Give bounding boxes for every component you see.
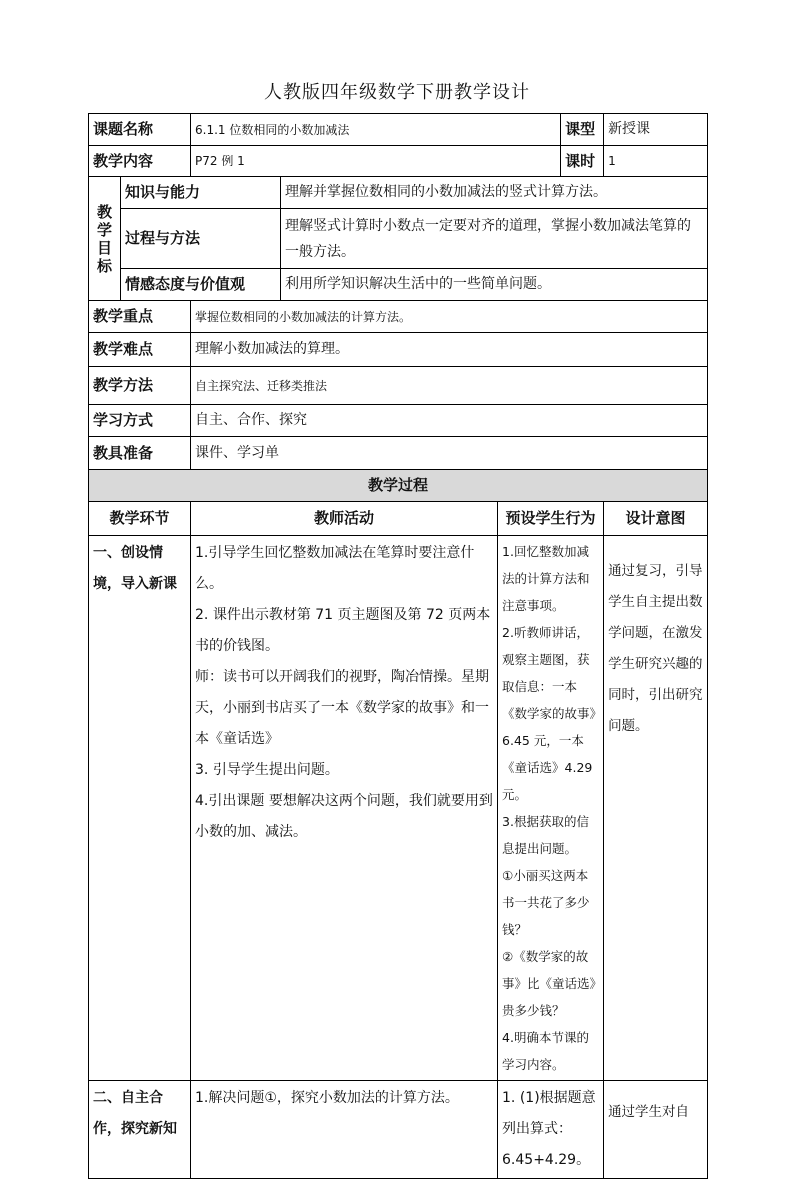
goal-text-knowledge: 理解并掌握位数相同的小数加减法的竖式计算方法。 xyxy=(281,177,708,209)
goal-row-2 xyxy=(89,209,708,269)
field-value-materials: 课件、学习单 xyxy=(191,437,708,470)
field-label-difficulty: 教学难点 xyxy=(89,333,191,367)
goal-row-3 xyxy=(89,269,708,301)
type-value: 新授课 xyxy=(604,114,708,146)
goal-text-attitude: 利用所学知识解决生活中的一些简单问题。 xyxy=(281,269,708,301)
field-label-materials: 教具准备 xyxy=(89,437,191,470)
teacher-activity-cell: 1.引导学生回忆整数加减法在笔算时要注意什么。 2. 课件出示教材第 71 页主题图及第 72 页两本书的价钱图。 师：读书可以开阔我们的视野，陶冶情操。星期天，小丽到书店买了一本《数学家的故事》和一本《童话选》 3. 引导学生提出问题。 4.引出课题 要想解决这两个问题，我们就要用到小数的加、减法。 xyxy=(191,536,498,1081)
hours-value: 1 xyxy=(604,146,708,177)
field-label-learning: 学习方式 xyxy=(89,405,191,437)
process-row xyxy=(89,1081,708,1179)
goal-label-knowledge: 知识与能力 xyxy=(121,177,281,209)
goals-label: 教 学 目 标 xyxy=(89,177,121,301)
hours-label: 课时 xyxy=(561,146,604,177)
student-behavior-cell: 1.回忆整数加减法的计算方法和注意事项。 2.听教师讲话，观察主题图，获取信息：一本《数学家的故事》6.45 元，一本《童话选》4.29 元。 3.根据获取的信息提出问题。 ①小丽买这两本书一共花了多少钱？ ②《数学家的故事》比《童话选》贵多少钱？ 4.明确本节课的学习内容。 xyxy=(498,536,604,1081)
teacher-activity-cell: 1.解决问题①，探究小数加法的计算方法。 xyxy=(191,1081,498,1179)
field-value-key: 掌握位数相同的小数加减法的计算方法。 xyxy=(191,301,708,333)
type-label: 课型 xyxy=(561,114,604,146)
student-behavior-cell: 1. (1)根据题意列出算式：6.45+4.29。 xyxy=(498,1081,604,1179)
process-header: 教学过程 xyxy=(89,470,708,502)
content-row xyxy=(89,146,708,177)
goal-label-attitude: 情感态度与价值观 xyxy=(121,269,281,301)
column-student: 预设学生行为 xyxy=(498,502,604,536)
goal-text-process: 理解竖式计算时小数点一定要对齐的道理，掌握小数加减法笔算的一般方法。 xyxy=(281,209,708,269)
stage-cell: 二、自主合作，探究新知 xyxy=(89,1081,191,1179)
column-teacher: 教师活动 xyxy=(191,502,498,536)
field-value-learning: 自主、合作、探究 xyxy=(191,405,708,437)
field-row xyxy=(89,437,708,470)
design-intent-cell: 通过复习，引导学生自主提出数学问题，在激发学生研究兴趣的同时，引出研究问题。 xyxy=(604,536,708,1081)
topic-value: 6.1.1 位数相同的小数加减法 xyxy=(191,114,561,146)
content-label: 教学内容 xyxy=(89,146,191,177)
field-label-key: 教学重点 xyxy=(89,301,191,333)
column-intent: 设计意图 xyxy=(604,502,708,536)
topic-row xyxy=(89,114,708,146)
field-label-method: 教学方法 xyxy=(89,367,191,405)
field-row xyxy=(89,333,708,367)
column-stage: 教学环节 xyxy=(89,502,191,536)
goal-row-1 xyxy=(89,177,708,209)
lesson-plan-table xyxy=(88,113,708,1179)
topic-label: 课题名称 xyxy=(89,114,191,146)
field-row xyxy=(89,367,708,405)
field-value-method: 自主探究法、迁移类推法 xyxy=(191,367,708,405)
design-intent-cell: 通过学生对自 xyxy=(604,1081,708,1179)
goal-label-process: 过程与方法 xyxy=(121,209,281,269)
stage-cell: 一、创设情境，导入新课 xyxy=(89,536,191,1081)
field-row xyxy=(89,301,708,333)
process-row xyxy=(89,536,708,1081)
page-title: 人教版四年级数学下册教学设计 xyxy=(264,82,530,103)
field-value-difficulty: 理解小数加减法的算理。 xyxy=(191,333,708,367)
process-header-row xyxy=(89,470,708,502)
content-value: P72 例 1 xyxy=(191,146,561,177)
field-row xyxy=(89,405,708,437)
process-columns-row xyxy=(89,502,708,536)
